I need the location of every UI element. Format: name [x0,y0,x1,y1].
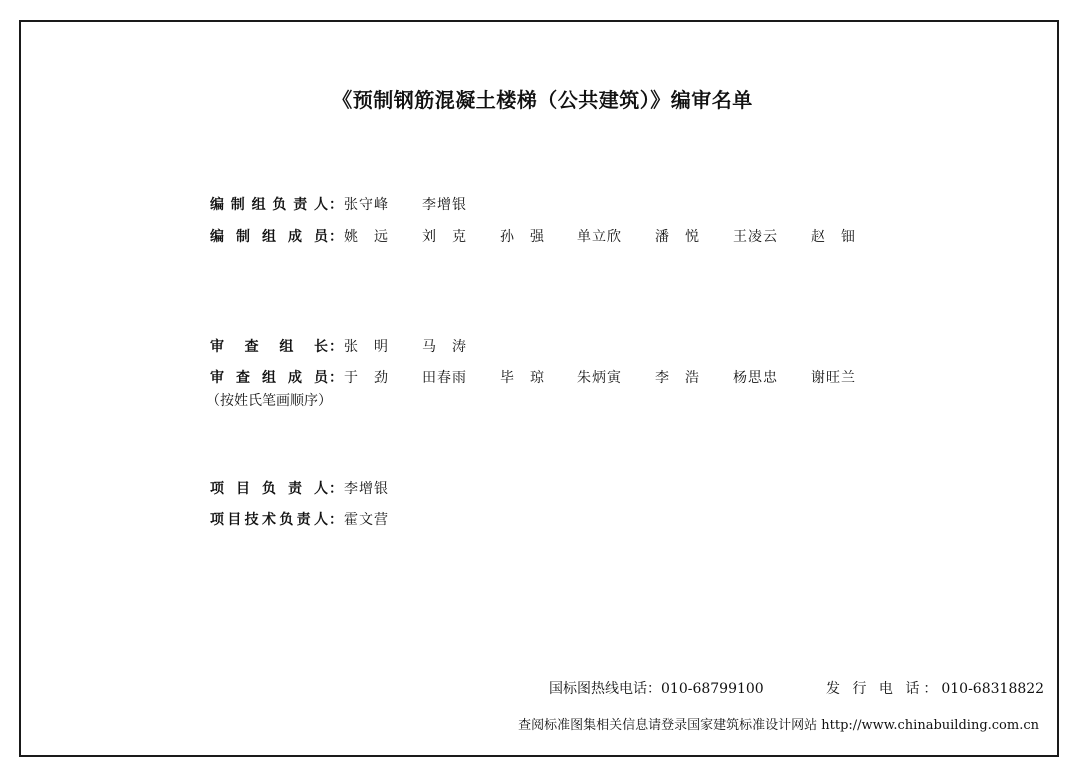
compile-leader-name: 张 守 峰 [344,197,388,213]
website-text: 查阅标准图集相关信息请登录国家建筑标准设计网站 [518,718,818,733]
review-leader-label: 审 查 组 长 ： [210,336,342,356]
compile-member-name: 单 立 欣 [577,229,621,245]
review-leader-name: 马 涛 [422,339,466,355]
hotline-number: 010-68799100 [661,681,764,697]
compile-members-label: 编 制 组 成 员 ： [210,226,342,246]
label-text: 项 目 负 责 人 [210,481,328,497]
hotline-info [549,678,764,698]
compile-member-name: 王 凌 云 [733,229,777,245]
review-member-name: 谢 旺 兰 [811,370,855,386]
page-frame [19,20,1059,757]
compile-member-name: 姚 远 [344,229,388,245]
label-text: 项 目 技 术 负 责 人 [210,512,328,528]
review-member-name: 田 春 雨 [422,370,466,386]
label-text: 审 查 组 成 员 [210,370,328,386]
issue-number: 010-68318822 [941,681,1045,697]
compile-member-name: 赵 钿 [811,229,855,245]
review-member-name: 毕 琼 [500,370,544,386]
label-text: 编 制 组 负 责 人 [210,197,328,213]
label-text: 审 查 组 长 [210,339,328,355]
label-text: 编 制 组 成 员 [210,229,328,245]
compile-member-name: 潘 悦 [655,229,699,245]
review-member-name: 李 浩 [655,370,699,386]
website-link[interactable]: http://www.chinabuilding.com.cn [821,718,1039,733]
review-members-label: 审 查 组 成 员 ： [210,367,342,387]
document-title: 《预制钢筋混凝土楼梯（公共建筑）》编审名单 [332,88,753,112]
project-leader-label: 项 目 负 责 人 ： [210,478,342,498]
compile-leaders-label: 编 制 组 负 责 人 ： [210,194,342,214]
hotline-label: 国标图热线电话： [549,681,661,697]
review-leader-name: 张 明 [344,339,388,355]
review-member-name: 杨 思 忠 [733,370,777,386]
compile-member-name: 孙 强 [500,229,544,245]
project-leader-name: 李 增 银 [344,481,388,497]
review-member-name: 朱 炳 寅 [577,370,621,386]
compile-member-name: 刘 克 [422,229,466,245]
project-tech-leader-label: 项 目 技 术 负 责 人 ： [210,509,342,529]
review-member-name: 于 劲 [344,370,388,386]
website-info [518,714,1039,733]
issue-phone-info [826,678,1044,698]
issue-label: 发 行 电 话： [826,681,942,697]
compile-leader-name: 李 增 银 [422,197,466,213]
ordering-note: （按姓氏笔画顺序） [206,393,332,409]
project-tech-leader-name: 霍 文 营 [344,512,388,528]
